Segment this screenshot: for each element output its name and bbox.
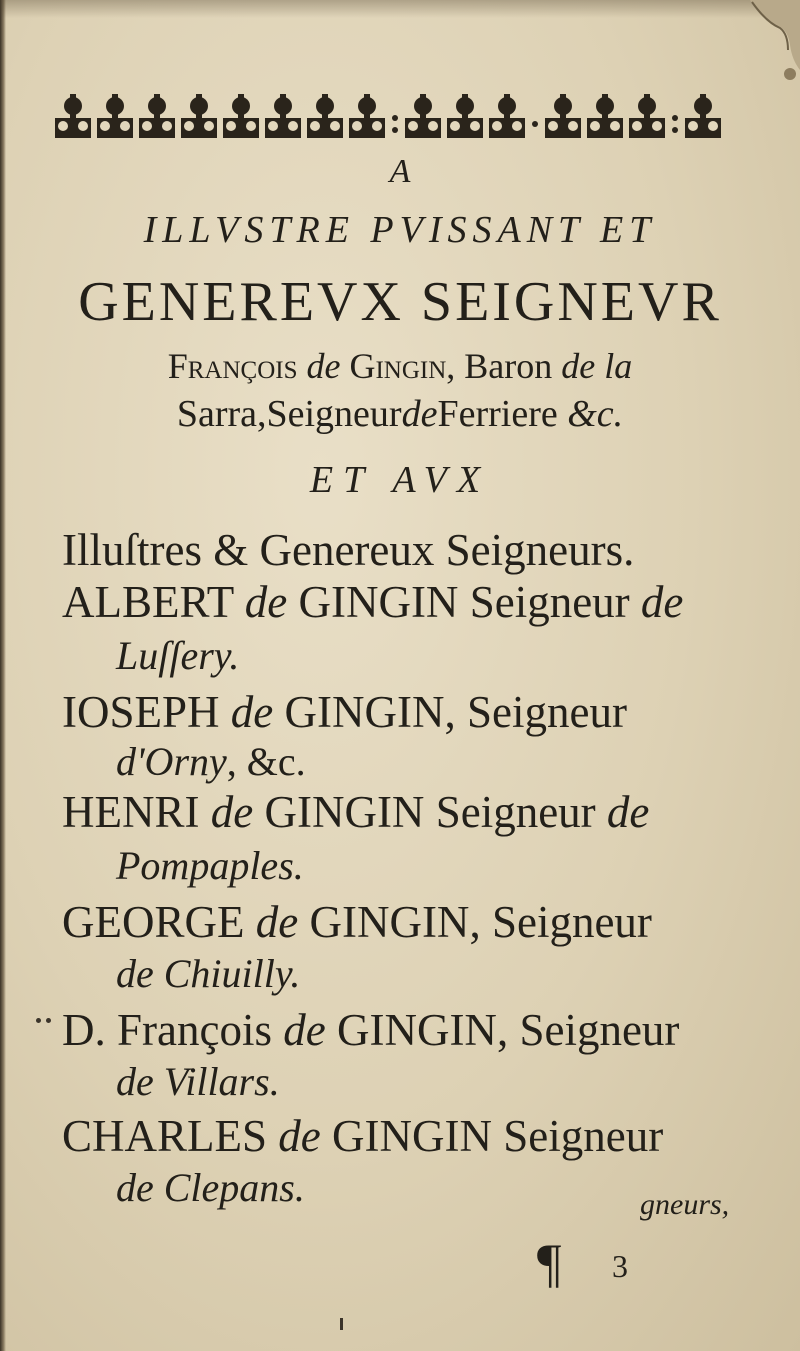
dedicatee-name-line	[0, 345, 800, 387]
dedicatee-family: Gingin	[349, 346, 447, 386]
entry-family: GINGIN	[284, 687, 445, 737]
ink-speck	[36, 1018, 41, 1023]
particle-de: de	[283, 1005, 326, 1055]
entry-place: d'Orny	[116, 739, 227, 784]
catchword: gneurs,	[640, 1188, 730, 1221]
dedicatee-title: , Baron	[446, 346, 553, 386]
particle-de: de	[255, 897, 299, 947]
etcetera: &c.	[567, 393, 624, 435]
entry-d-francois-place: de Villars.	[116, 1059, 280, 1104]
entry-name: HENRI	[62, 787, 200, 837]
printer-ornament-band	[55, 88, 727, 140]
particle-de: de	[401, 393, 438, 435]
signature-number: 3	[612, 1248, 628, 1284]
particle-de: de	[278, 1111, 321, 1161]
lordship-text: Sarra,Seigneur	[176, 393, 402, 435]
dedication-line-illustre: ILLVSTRE PVISSANT ET	[143, 209, 657, 251]
dedicatee-lordship-line	[0, 392, 800, 436]
entry-family: GINGIN	[309, 897, 470, 947]
entry-ioseph	[62, 686, 762, 738]
particle-de-la: de la	[561, 346, 633, 386]
entry-family: GINGIN	[336, 1005, 497, 1055]
particle-de: de	[640, 577, 684, 627]
entry-henri	[62, 786, 762, 838]
dedication-a: A	[389, 153, 411, 190]
et-aux-line: ET AVX	[309, 459, 491, 501]
entry-name: D. François	[62, 1005, 272, 1055]
torn-corner	[730, 0, 800, 90]
entry-name: CHARLES	[62, 1111, 268, 1161]
intro-line: Illuſtres & Genereux Seigneurs.	[62, 525, 635, 575]
entry-albert-place: Luſſery.	[116, 633, 240, 678]
entry-name: IOSEPH	[62, 687, 220, 737]
particle-de: de	[210, 787, 254, 837]
page-binding-edge	[0, 0, 6, 1351]
lordship-place: Ferriere	[437, 393, 558, 435]
entry-title: , Seigneur	[469, 897, 652, 947]
entry-henri-place: Pompaples.	[116, 843, 304, 888]
entry-title: Seigneur	[503, 1111, 664, 1161]
entry-albert	[62, 576, 762, 628]
entry-title: , Seigneur	[444, 687, 627, 737]
particle-de: de	[244, 577, 288, 627]
entry-ioseph-place	[116, 738, 306, 785]
entry-charles	[62, 1110, 762, 1162]
ink-speck	[46, 1018, 51, 1023]
dedicatee-first-name: François	[167, 346, 298, 386]
entry-charles-place: de Clepans.	[116, 1165, 305, 1210]
entry-name: ALBERT	[62, 577, 234, 627]
entry-title: Seigneur	[435, 787, 596, 837]
entry-family: GINGIN	[298, 577, 459, 627]
entry-george	[62, 896, 762, 948]
ink-speck	[340, 1318, 343, 1330]
entry-title: , Seigneur	[496, 1005, 680, 1055]
etcetera: , &c.	[226, 739, 306, 784]
page-top-shadow	[0, 0, 800, 18]
entry-title: Seigneur	[469, 577, 630, 627]
pilcrow-signature-mark: ¶	[537, 1233, 562, 1293]
entry-name: GEORGE	[62, 897, 245, 947]
particle-de: de	[606, 787, 650, 837]
entry-family: GINGIN	[332, 1111, 492, 1161]
entry-george-place: de Chiuilly.	[116, 951, 301, 996]
dedication-line-genereux: GENEREVX SEIGNEVR	[78, 271, 722, 333]
entry-d-francois	[62, 1004, 762, 1056]
particle-de: de	[230, 687, 274, 737]
entry-family: GINGIN	[264, 787, 425, 837]
particle-de: de	[306, 346, 341, 386]
